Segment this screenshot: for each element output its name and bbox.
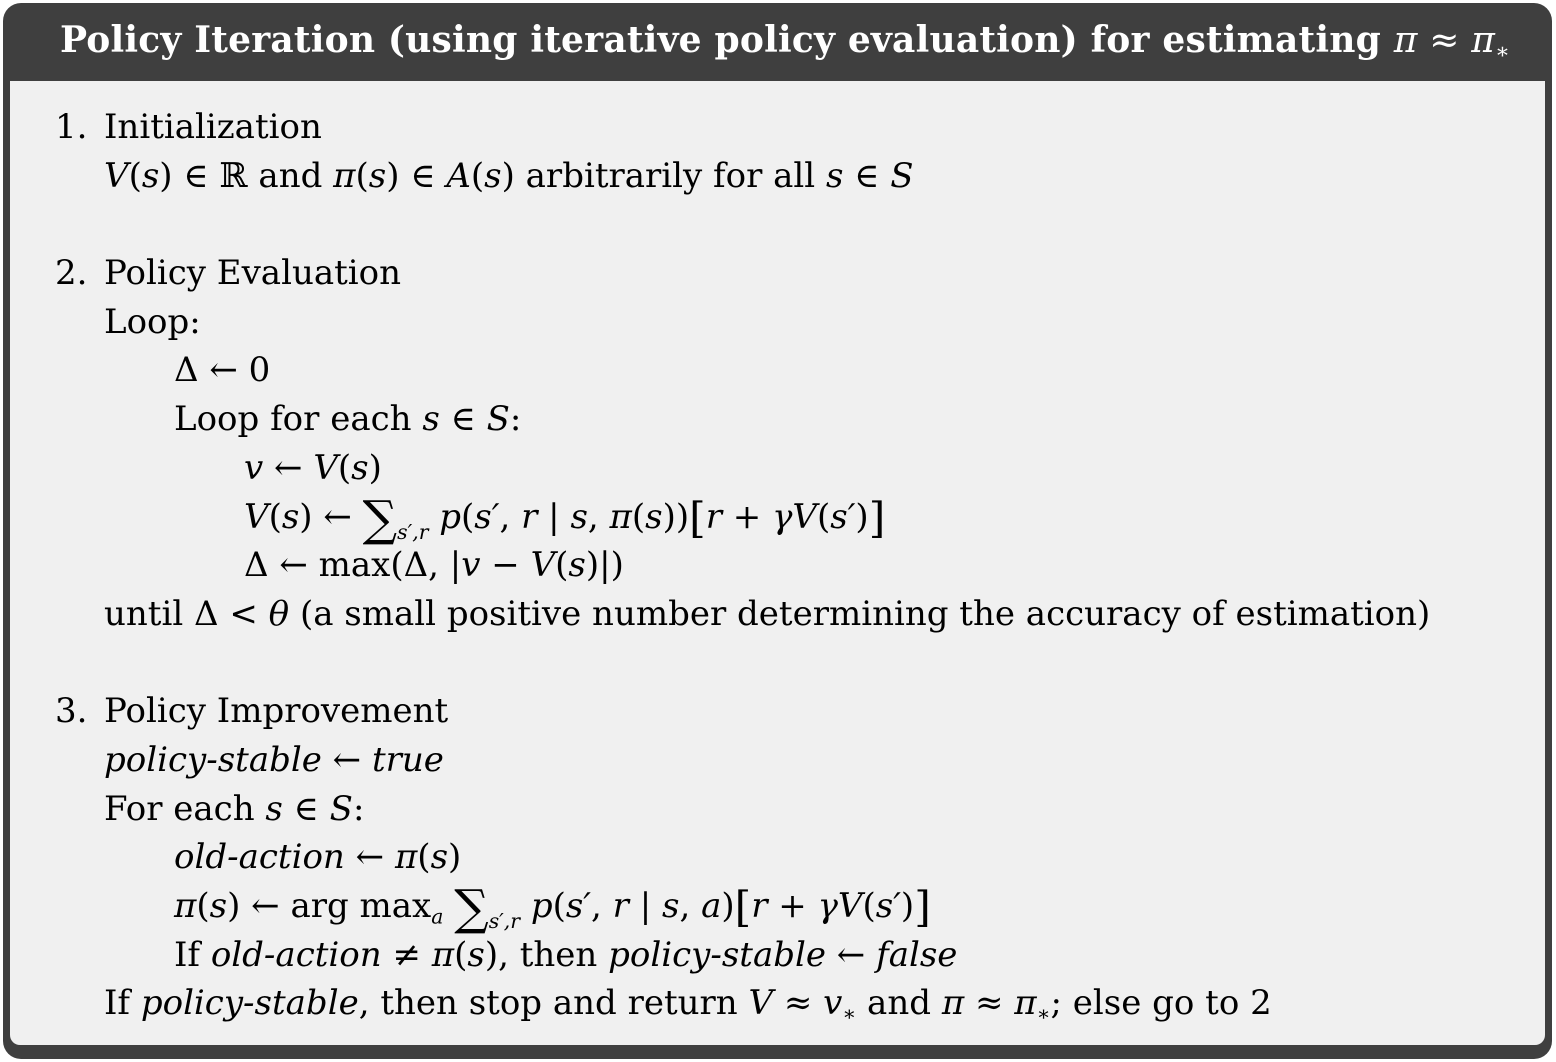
text-segment: : xyxy=(509,399,522,440)
text-segment: | xyxy=(537,496,571,537)
text-segment: until Δ < xyxy=(104,593,269,634)
algo-line-stability-check xyxy=(174,931,1545,980)
text-segment: old-action xyxy=(210,934,382,975)
text-segment: ( xyxy=(417,837,431,878)
algo-line-termination-line xyxy=(104,979,1545,1028)
text-segment: ] xyxy=(914,883,931,933)
text-segment: π xyxy=(941,983,965,1024)
text-segment: θ xyxy=(268,593,290,634)
text-segment: s xyxy=(368,155,387,196)
text-segment: r xyxy=(521,496,538,537)
text-segment: | xyxy=(628,886,662,926)
step-number: 1. xyxy=(55,107,88,147)
text-segment: ) xyxy=(448,837,462,878)
text-segment: policy-stable xyxy=(104,739,322,780)
text-segment: π xyxy=(1393,20,1418,62)
text-segment: , then stop and return xyxy=(358,983,749,1024)
text-segment: ) ← arg max xyxy=(227,886,432,926)
text-segment: − xyxy=(480,545,531,586)
text-segment: ( xyxy=(816,496,831,537)
text-segment: , xyxy=(591,886,613,926)
text-segment: ( xyxy=(555,545,569,586)
text-segment: ( xyxy=(470,155,485,196)
text-segment: true xyxy=(371,739,444,780)
text-segment: π xyxy=(174,886,197,926)
text-segment: V xyxy=(104,155,129,196)
step-number: 2. xyxy=(55,253,88,294)
text-segment: S xyxy=(890,155,914,196)
text-segment: If xyxy=(174,934,211,975)
text-segment: ( xyxy=(128,155,142,196)
text-segment: r xyxy=(705,496,722,537)
text-segment: ( xyxy=(461,496,475,537)
text-segment: [ xyxy=(734,883,752,933)
text-segment: s xyxy=(351,447,369,488)
algorithm-body-panel xyxy=(10,81,1545,1045)
text-segment: policy-stable xyxy=(140,983,359,1024)
text-segment: Policy Evaluation xyxy=(104,253,402,294)
algo-line-bellman-update xyxy=(244,490,1545,547)
text-segment: ] xyxy=(868,493,886,543)
algo-line-delta-init xyxy=(174,346,1545,395)
algo-line-step-1-heading xyxy=(55,103,1545,152)
text-segment: s xyxy=(570,496,588,537)
text-segment: V xyxy=(792,496,817,537)
algo-line-step-1-init-line xyxy=(104,152,1545,201)
text-segment: [ xyxy=(689,493,706,543)
text-segment: ≈ xyxy=(964,983,1015,1024)
step-number: 3. xyxy=(55,691,88,732)
text-segment: ∈ xyxy=(282,788,330,829)
algo-line-loop-label xyxy=(104,298,1545,347)
text-segment: p xyxy=(439,496,462,537)
text-segment: V xyxy=(244,496,269,537)
algo-line-step-2-heading xyxy=(55,249,1545,298)
text-segment: ) ∈ xyxy=(386,155,447,196)
text-segment: s xyxy=(484,155,502,196)
algorithm-header xyxy=(3,3,1552,81)
text-segment: ∗ xyxy=(1495,39,1510,65)
text-segment: a xyxy=(701,886,722,926)
text-segment: ) arbitrarily for all xyxy=(501,155,826,196)
text-segment: ) xyxy=(900,886,915,926)
text-segment: s′,r xyxy=(488,909,521,934)
text-segment: and xyxy=(856,983,942,1024)
text-segment: V xyxy=(748,983,774,1024)
text-segment: V xyxy=(313,447,338,488)
text-segment: ← xyxy=(263,447,314,488)
text-segment: s xyxy=(281,496,300,537)
text-segment: s xyxy=(568,545,586,586)
text-segment: v xyxy=(461,545,481,586)
text-segment: ← xyxy=(344,837,395,878)
text-segment: ( xyxy=(454,934,468,975)
text-segment: s′ xyxy=(565,886,592,926)
algo-line-store-old-value xyxy=(244,444,1545,493)
text-segment: ≈ xyxy=(773,983,824,1024)
algorithm-title xyxy=(3,19,1510,64)
text-segment: ) ∈ xyxy=(159,155,220,196)
text-segment: ≠ xyxy=(381,934,432,975)
text-segment: ( xyxy=(355,155,369,196)
text-segment: s′,r xyxy=(397,519,429,544)
text-segment: Δ ← max(Δ, | xyxy=(244,545,462,586)
text-segment: V xyxy=(837,886,863,926)
text-segment: ∗ xyxy=(842,1001,857,1026)
text-segment: ; else go to 2 xyxy=(1050,983,1272,1024)
algorithm-box xyxy=(3,3,1552,1059)
text-segment: ∑ xyxy=(362,490,398,547)
text-segment: policy-stable xyxy=(608,934,826,975)
algo-line-step-3-heading xyxy=(55,687,1545,736)
text-segment: + xyxy=(721,496,773,537)
text-segment: ← xyxy=(321,739,372,780)
text-segment: Initialization xyxy=(104,107,322,147)
text-segment: old-action xyxy=(174,837,345,878)
text-segment: ∈ xyxy=(843,155,891,196)
text-segment: ( xyxy=(196,886,210,926)
text-segment: s′ xyxy=(875,886,901,926)
text-segment: Policy Improvement xyxy=(104,691,449,732)
text-segment: π xyxy=(394,837,418,878)
text-segment: ) ← xyxy=(299,496,363,537)
text-segment: ( xyxy=(552,886,566,926)
algo-line-policy-stable-init xyxy=(104,736,1545,785)
algo-line-for-each-state xyxy=(104,785,1545,834)
text-segment: π xyxy=(333,155,356,196)
text-segment: r xyxy=(612,886,629,926)
text-segment: v xyxy=(823,983,843,1024)
text-segment: A xyxy=(446,155,471,196)
text-segment: s xyxy=(825,155,844,196)
algorithm-pseudocode xyxy=(10,81,1545,1028)
text-segment: + xyxy=(767,886,818,926)
algo-line-greedy-update xyxy=(174,880,1545,937)
text-segment: s′ xyxy=(474,496,500,537)
text-segment: γ xyxy=(817,886,838,926)
text-segment: ∈ xyxy=(439,399,487,440)
algo-line-spacer xyxy=(55,639,1545,688)
text-segment: Δ ← 0 xyxy=(174,350,271,391)
text-segment: ∗ xyxy=(1036,1001,1051,1026)
text-segment: S xyxy=(486,399,510,440)
text-segment: false xyxy=(876,934,958,975)
text-segment: ℝ xyxy=(219,155,248,196)
text-segment: ( xyxy=(631,496,646,537)
text-segment: (a small positive number determining the accuracy of estimation) xyxy=(289,593,1431,634)
text-segment: s xyxy=(209,886,228,926)
text-segment: γ xyxy=(772,496,793,537)
text-segment: , xyxy=(679,886,702,926)
text-segment: Loop for each xyxy=(174,399,423,440)
text-segment: ) xyxy=(721,886,735,926)
text-segment: s xyxy=(662,886,680,926)
text-segment: ( xyxy=(268,496,282,537)
text-segment: s xyxy=(422,399,440,440)
algo-line-loop-each-state xyxy=(174,395,1545,444)
text-segment: S xyxy=(329,788,353,829)
algo-line-spacer xyxy=(55,200,1545,249)
text-segment xyxy=(520,886,531,926)
text-segment: )) xyxy=(662,496,690,537)
text-segment: p xyxy=(530,886,553,926)
text-segment: Policy Iteration (using iterative policy evaluation) for estimating xyxy=(60,19,1394,62)
text-segment: V xyxy=(530,545,556,586)
text-segment: If xyxy=(104,983,141,1024)
text-segment: ( xyxy=(337,447,352,488)
text-segment: r xyxy=(751,886,768,926)
text-segment: π xyxy=(431,934,455,975)
text-segment: : xyxy=(352,788,365,829)
text-segment: π xyxy=(1014,983,1037,1024)
text-segment: ) xyxy=(368,447,382,488)
text-segment: s xyxy=(467,934,485,975)
text-segment: a xyxy=(431,904,444,929)
text-segment: s xyxy=(430,837,449,878)
algo-line-until-condition xyxy=(104,590,1545,639)
text-segment: , xyxy=(587,496,610,537)
text-segment: π xyxy=(609,496,632,537)
algo-line-delta-max-update xyxy=(244,541,1545,590)
text-segment: s xyxy=(265,788,283,829)
text-segment xyxy=(443,886,454,926)
text-segment: ), then xyxy=(484,934,609,975)
text-segment: s xyxy=(645,496,663,537)
text-segment xyxy=(428,497,439,537)
text-segment: s xyxy=(141,155,160,196)
text-segment: s′ xyxy=(830,496,856,537)
text-segment: ) xyxy=(855,496,869,537)
text-segment: For each xyxy=(104,788,266,829)
text-segment: ( xyxy=(862,886,876,926)
text-segment: ≈ xyxy=(1417,20,1472,62)
text-segment: π xyxy=(1471,20,1496,62)
text-segment: Loop: xyxy=(104,301,201,342)
text-segment: ← xyxy=(826,934,877,975)
algo-line-old-action-store xyxy=(174,833,1545,882)
text-segment: ∑ xyxy=(454,880,489,937)
text-segment: v xyxy=(244,447,264,488)
text-segment: and xyxy=(247,155,334,196)
text-segment: )|) xyxy=(585,545,624,586)
text-segment: , xyxy=(499,496,522,537)
